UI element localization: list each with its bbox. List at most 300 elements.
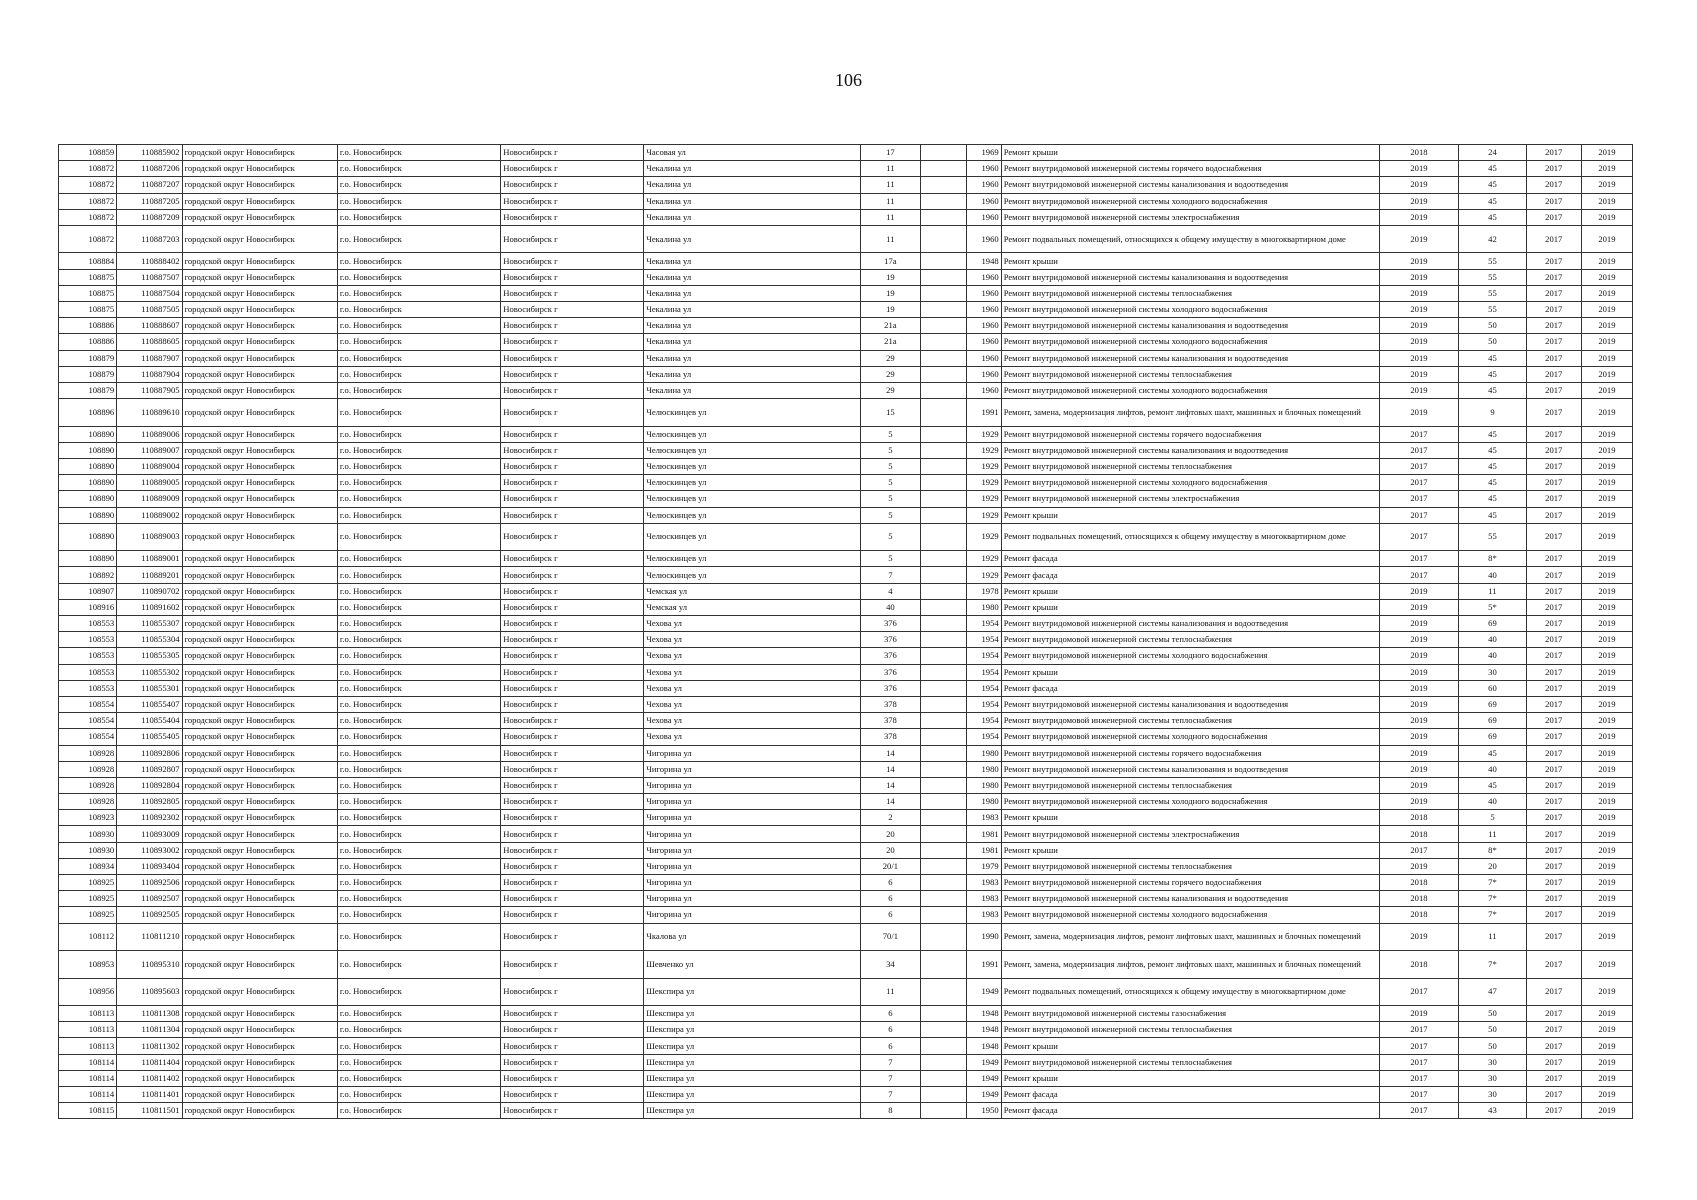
- cell-period-start: 2017: [1526, 475, 1581, 491]
- cell-work-type: Ремонт внутридомовой инженерной системы теплоснабжения: [1001, 632, 1379, 648]
- cell-house-age: 11: [1459, 583, 1526, 599]
- cell-street: Шекспира ул: [644, 1070, 861, 1086]
- cell-locality: Новосибирск г: [501, 761, 644, 777]
- cell-house-id: 108872: [59, 193, 117, 209]
- cell-house-age: 45: [1459, 366, 1526, 382]
- cell-municipality: г.о. Новосибирск: [337, 334, 500, 350]
- cell-house-number: 6: [860, 1038, 920, 1054]
- cell-street: Чемская ул: [644, 583, 861, 599]
- cell-house-age: 45: [1459, 475, 1526, 491]
- cell-build-year: 1929: [966, 475, 1001, 491]
- cell-locality: Новосибирск г: [501, 193, 644, 209]
- cell-work-id: 110887209: [117, 209, 182, 225]
- cell-work-id: 110889201: [117, 567, 182, 583]
- cell-period-start: 2017: [1526, 1070, 1581, 1086]
- cell-municipality: г.о. Новосибирск: [337, 616, 500, 632]
- cell-street: Чехова ул: [644, 664, 861, 680]
- cell-house-age: 45: [1459, 442, 1526, 458]
- cell-plan-year: 2019: [1379, 632, 1459, 648]
- cell-build-year: 1948: [966, 1006, 1001, 1022]
- cell-house-letter: [921, 269, 967, 285]
- cell-municipal-district: городской округ Новосибирск: [182, 826, 337, 842]
- cell-street: Шекспира ул: [644, 1087, 861, 1103]
- cell-build-year: 1978: [966, 583, 1001, 599]
- cell-work-type: Ремонт подвальных помещений, относящихся к общему имуществу в многоквартирном доме: [1001, 978, 1379, 1006]
- cell-house-id: 108890: [59, 523, 117, 551]
- cell-period-start: 2017: [1526, 810, 1581, 826]
- cell-locality: Новосибирск г: [501, 1022, 644, 1038]
- cell-locality: Новосибирск г: [501, 978, 644, 1006]
- cell-plan-year: 2019: [1379, 302, 1459, 318]
- cell-house-id: 108553: [59, 632, 117, 648]
- cell-plan-year: 2019: [1379, 616, 1459, 632]
- cell-work-id: 110892507: [117, 891, 182, 907]
- cell-period-end: 2019: [1581, 491, 1632, 507]
- cell-plan-year: 2019: [1379, 923, 1459, 951]
- cell-period-end: 2019: [1581, 1054, 1632, 1070]
- cell-house-number: 14: [860, 777, 920, 793]
- cell-build-year: 1949: [966, 1054, 1001, 1070]
- cell-house-letter: [921, 777, 967, 793]
- cell-build-year: 1981: [966, 826, 1001, 842]
- cell-street: Чигорина ул: [644, 745, 861, 761]
- cell-work-id: 110889009: [117, 491, 182, 507]
- table-row: [59, 350, 1633, 366]
- cell-work-type: Ремонт внутридомовой инженерной системы канализования и водоотведения: [1001, 350, 1379, 366]
- cell-build-year: 1954: [966, 648, 1001, 664]
- cell-locality: Новосибирск г: [501, 177, 644, 193]
- cell-municipal-district: городской округ Новосибирск: [182, 907, 337, 923]
- cell-build-year: 1954: [966, 696, 1001, 712]
- cell-plan-year: 2018: [1379, 826, 1459, 842]
- cell-plan-year: 2019: [1379, 648, 1459, 664]
- cell-build-year: 1979: [966, 858, 1001, 874]
- cell-house-number: 11: [860, 161, 920, 177]
- cell-house-id: 108859: [59, 145, 117, 161]
- cell-locality: Новосибирск г: [501, 632, 644, 648]
- cell-build-year: 1960: [966, 225, 1001, 253]
- cell-build-year: 1929: [966, 426, 1001, 442]
- cell-street: Шекспира ул: [644, 1022, 861, 1038]
- cell-house-letter: [921, 583, 967, 599]
- cell-period-end: 2019: [1581, 632, 1632, 648]
- cell-house-number: 6: [860, 891, 920, 907]
- cell-plan-year: 2017: [1379, 426, 1459, 442]
- cell-municipal-district: городской округ Новосибирск: [182, 475, 337, 491]
- cell-house-id: 108890: [59, 507, 117, 523]
- cell-work-id: 110887206: [117, 161, 182, 177]
- table-row: [59, 891, 1633, 907]
- cell-work-type: Ремонт крыши: [1001, 599, 1379, 615]
- cell-plan-year: 2017: [1379, 842, 1459, 858]
- cell-house-age: 5*: [1459, 599, 1526, 615]
- cell-period-start: 2017: [1526, 648, 1581, 664]
- cell-house-letter: [921, 161, 967, 177]
- cell-house-id: 108114: [59, 1087, 117, 1103]
- cell-house-id: 108553: [59, 680, 117, 696]
- cell-house-id: 108928: [59, 745, 117, 761]
- cell-street: Челюскинцев ул: [644, 399, 861, 427]
- cell-house-age: 45: [1459, 777, 1526, 793]
- cell-house-letter: [921, 145, 967, 161]
- cell-house-number: 5: [860, 426, 920, 442]
- cell-period-end: 2019: [1581, 459, 1632, 475]
- cell-build-year: 1983: [966, 907, 1001, 923]
- cell-build-year: 1960: [966, 334, 1001, 350]
- table-row: [59, 442, 1633, 458]
- cell-municipality: г.о. Новосибирск: [337, 761, 500, 777]
- cell-house-age: 50: [1459, 334, 1526, 350]
- table-row: [59, 475, 1633, 491]
- cell-house-id: 108923: [59, 810, 117, 826]
- cell-build-year: 1960: [966, 366, 1001, 382]
- cell-plan-year: 2019: [1379, 161, 1459, 177]
- cell-period-start: 2017: [1526, 225, 1581, 253]
- cell-municipal-district: городской округ Новосибирск: [182, 551, 337, 567]
- cell-work-type: Ремонт подвальных помещений, относящихся к общему имуществу в многоквартирном доме: [1001, 225, 1379, 253]
- table-row: [59, 426, 1633, 442]
- cell-municipal-district: городской округ Новосибирск: [182, 442, 337, 458]
- cell-municipal-district: городской округ Новосибирск: [182, 567, 337, 583]
- cell-municipality: г.о. Новосибирск: [337, 745, 500, 761]
- cell-house-number: 17а: [860, 253, 920, 269]
- cell-municipal-district: городской округ Новосибирск: [182, 491, 337, 507]
- cell-work-id: 110887203: [117, 225, 182, 253]
- cell-work-id: 110888607: [117, 318, 182, 334]
- cell-locality: Новосибирск г: [501, 382, 644, 398]
- cell-house-id: 108554: [59, 713, 117, 729]
- cell-work-type: Ремонт внутридомовой инженерной системы электроснабжения: [1001, 826, 1379, 842]
- cell-period-end: 2019: [1581, 399, 1632, 427]
- cell-period-end: 2019: [1581, 523, 1632, 551]
- cell-street: Челюскинцев ул: [644, 523, 861, 551]
- cell-house-number: 376: [860, 616, 920, 632]
- cell-work-type: Ремонт крыши: [1001, 842, 1379, 858]
- cell-house-age: 40: [1459, 648, 1526, 664]
- cell-period-start: 2017: [1526, 907, 1581, 923]
- cell-period-end: 2019: [1581, 350, 1632, 366]
- table-row: [59, 523, 1633, 551]
- cell-house-age: 60: [1459, 680, 1526, 696]
- cell-municipality: г.о. Новосибирск: [337, 729, 500, 745]
- cell-work-type: Ремонт внутридомовой инженерной системы холодного водоснабжения: [1001, 907, 1379, 923]
- table-row: [59, 1054, 1633, 1070]
- cell-plan-year: 2017: [1379, 1022, 1459, 1038]
- cell-house-id: 108890: [59, 475, 117, 491]
- cell-period-end: 2019: [1581, 923, 1632, 951]
- cell-work-type: Ремонт крыши: [1001, 664, 1379, 680]
- cell-street: Челюскинцев ул: [644, 426, 861, 442]
- cell-house-age: 45: [1459, 745, 1526, 761]
- cell-work-type: Ремонт внутридомовой инженерной системы канализования и водоотведения: [1001, 696, 1379, 712]
- cell-locality: Новосибирск г: [501, 842, 644, 858]
- cell-house-age: 50: [1459, 1006, 1526, 1022]
- cell-period-start: 2017: [1526, 350, 1581, 366]
- cell-plan-year: 2018: [1379, 145, 1459, 161]
- cell-house-letter: [921, 551, 967, 567]
- cell-house-age: 45: [1459, 177, 1526, 193]
- cell-house-number: 376: [860, 664, 920, 680]
- cell-house-letter: [921, 523, 967, 551]
- cell-house-letter: [921, 826, 967, 842]
- table-row: [59, 334, 1633, 350]
- table-row: [59, 318, 1633, 334]
- cell-work-id: 110855407: [117, 696, 182, 712]
- cell-locality: Новосибирск г: [501, 209, 644, 225]
- cell-build-year: 1980: [966, 761, 1001, 777]
- cell-house-number: 17: [860, 145, 920, 161]
- cell-period-start: 2017: [1526, 1087, 1581, 1103]
- cell-house-age: 40: [1459, 567, 1526, 583]
- cell-work-id: 110887507: [117, 269, 182, 285]
- cell-house-number: 20: [860, 826, 920, 842]
- cell-street: Чемская ул: [644, 599, 861, 615]
- cell-street: Шекспира ул: [644, 1038, 861, 1054]
- cell-period-start: 2017: [1526, 1022, 1581, 1038]
- cell-house-id: 108112: [59, 923, 117, 951]
- cell-period-end: 2019: [1581, 285, 1632, 301]
- cell-period-start: 2017: [1526, 664, 1581, 680]
- table-row: [59, 680, 1633, 696]
- cell-work-type: Ремонт внутридомовой инженерной системы газоснабжения: [1001, 1006, 1379, 1022]
- cell-work-id: 110811308: [117, 1006, 182, 1022]
- cell-municipality: г.о. Новосибирск: [337, 366, 500, 382]
- cell-work-id: 110892805: [117, 794, 182, 810]
- table-row: [59, 978, 1633, 1006]
- cell-locality: Новосибирск г: [501, 350, 644, 366]
- cell-build-year: 1929: [966, 551, 1001, 567]
- cell-house-age: 30: [1459, 1054, 1526, 1070]
- cell-period-start: 2017: [1526, 680, 1581, 696]
- cell-period-start: 2017: [1526, 253, 1581, 269]
- cell-house-id: 108115: [59, 1103, 117, 1119]
- cell-street: Чкалова ул: [644, 923, 861, 951]
- cell-locality: Новосибирск г: [501, 875, 644, 891]
- cell-locality: Новосибирск г: [501, 616, 644, 632]
- cell-house-age: 7*: [1459, 951, 1526, 979]
- cell-work-id: 110895310: [117, 951, 182, 979]
- table-row: [59, 302, 1633, 318]
- cell-period-end: 2019: [1581, 1103, 1632, 1119]
- cell-municipality: г.о. Новосибирск: [337, 442, 500, 458]
- cell-house-number: 14: [860, 745, 920, 761]
- cell-house-number: 19: [860, 269, 920, 285]
- table-row: [59, 253, 1633, 269]
- cell-house-letter: [921, 426, 967, 442]
- cell-plan-year: 2019: [1379, 193, 1459, 209]
- cell-municipality: г.о. Новосибирск: [337, 382, 500, 398]
- cell-locality: Новосибирск г: [501, 253, 644, 269]
- cell-house-letter: [921, 318, 967, 334]
- cell-locality: Новосибирск г: [501, 907, 644, 923]
- cell-work-type: Ремонт крыши: [1001, 253, 1379, 269]
- cell-house-letter: [921, 302, 967, 318]
- table-row: [59, 507, 1633, 523]
- cell-municipal-district: городской округ Новосибирск: [182, 1038, 337, 1054]
- cell-house-number: 7: [860, 1054, 920, 1070]
- cell-work-type: Ремонт внутридомовой инженерной системы холодного водоснабжения: [1001, 475, 1379, 491]
- cell-period-start: 2017: [1526, 1038, 1581, 1054]
- cell-period-start: 2017: [1526, 599, 1581, 615]
- cell-plan-year: 2019: [1379, 583, 1459, 599]
- cell-plan-year: 2018: [1379, 907, 1459, 923]
- cell-period-start: 2017: [1526, 366, 1581, 382]
- cell-municipal-district: городской округ Новосибирск: [182, 1054, 337, 1070]
- cell-street: Челюскинцев ул: [644, 507, 861, 523]
- cell-work-type: Ремонт фасада: [1001, 1087, 1379, 1103]
- cell-plan-year: 2019: [1379, 269, 1459, 285]
- cell-house-id: 108907: [59, 583, 117, 599]
- cell-period-end: 2019: [1581, 475, 1632, 491]
- cell-municipal-district: городской округ Новосибирск: [182, 761, 337, 777]
- cell-period-start: 2017: [1526, 459, 1581, 475]
- cell-house-id: 108879: [59, 366, 117, 382]
- cell-house-letter: [921, 978, 967, 1006]
- cell-house-id: 108884: [59, 253, 117, 269]
- cell-municipality: г.о. Новосибирск: [337, 177, 500, 193]
- cell-plan-year: 2017: [1379, 551, 1459, 567]
- cell-municipal-district: городской округ Новосибирск: [182, 399, 337, 427]
- cell-municipal-district: городской округ Новосибирск: [182, 891, 337, 907]
- cell-locality: Новосибирск г: [501, 318, 644, 334]
- cell-house-id: 108886: [59, 318, 117, 334]
- cell-house-letter: [921, 209, 967, 225]
- cell-municipality: г.о. Новосибирск: [337, 567, 500, 583]
- cell-period-end: 2019: [1581, 858, 1632, 874]
- cell-house-id: 108875: [59, 269, 117, 285]
- cell-house-letter: [921, 253, 967, 269]
- cell-work-type: Ремонт внутридомовой инженерной системы холодного водоснабжения: [1001, 729, 1379, 745]
- cell-house-id: 108872: [59, 161, 117, 177]
- cell-house-letter: [921, 745, 967, 761]
- cell-municipality: г.о. Новосибирск: [337, 713, 500, 729]
- cell-house-letter: [921, 366, 967, 382]
- cell-house-age: 40: [1459, 632, 1526, 648]
- cell-plan-year: 2017: [1379, 567, 1459, 583]
- cell-house-number: 29: [860, 350, 920, 366]
- cell-build-year: 1954: [966, 616, 1001, 632]
- cell-work-id: 110811401: [117, 1087, 182, 1103]
- cell-street: Шевченко ул: [644, 951, 861, 979]
- cell-work-type: Ремонт фасада: [1001, 1103, 1379, 1119]
- cell-municipal-district: городской округ Новосибирск: [182, 616, 337, 632]
- cell-house-age: 9: [1459, 399, 1526, 427]
- cell-street: Чекалина ул: [644, 177, 861, 193]
- cell-build-year: 1954: [966, 632, 1001, 648]
- cell-locality: Новосибирск г: [501, 648, 644, 664]
- cell-house-number: 14: [860, 761, 920, 777]
- cell-build-year: 1950: [966, 1103, 1001, 1119]
- cell-street: Шекспира ул: [644, 978, 861, 1006]
- cell-plan-year: 2019: [1379, 366, 1459, 382]
- cell-work-type: Ремонт внутридомовой инженерной системы канализования и водоотведения: [1001, 269, 1379, 285]
- cell-work-id: 110889007: [117, 442, 182, 458]
- cell-house-age: 55: [1459, 302, 1526, 318]
- cell-house-number: 14: [860, 794, 920, 810]
- cell-house-id: 108875: [59, 285, 117, 301]
- cell-build-year: 1929: [966, 491, 1001, 507]
- cell-street: Чекалина ул: [644, 269, 861, 285]
- cell-house-letter: [921, 475, 967, 491]
- cell-work-id: 110855307: [117, 616, 182, 632]
- cell-house-letter: [921, 858, 967, 874]
- cell-municipal-district: городской округ Новосибирск: [182, 193, 337, 209]
- cell-period-start: 2017: [1526, 729, 1581, 745]
- cell-house-number: 11: [860, 177, 920, 193]
- cell-house-number: 29: [860, 382, 920, 398]
- cell-street: Чигорина ул: [644, 794, 861, 810]
- cell-plan-year: 2017: [1379, 459, 1459, 475]
- cell-street: Чекалина ул: [644, 285, 861, 301]
- cell-build-year: 1960: [966, 318, 1001, 334]
- cell-house-id: 108553: [59, 664, 117, 680]
- cell-build-year: 1929: [966, 567, 1001, 583]
- cell-house-age: 30: [1459, 664, 1526, 680]
- cell-work-id: 110893002: [117, 842, 182, 858]
- cell-house-age: 30: [1459, 1087, 1526, 1103]
- cell-period-end: 2019: [1581, 318, 1632, 334]
- cell-work-id: 110892807: [117, 761, 182, 777]
- cell-period-start: 2017: [1526, 777, 1581, 793]
- cell-municipality: г.о. Новосибирск: [337, 1054, 500, 1070]
- cell-work-type: Ремонт фасада: [1001, 551, 1379, 567]
- cell-house-id: 108953: [59, 951, 117, 979]
- cell-house-id: 108890: [59, 442, 117, 458]
- cell-work-id: 110855305: [117, 648, 182, 664]
- cell-house-age: 69: [1459, 616, 1526, 632]
- cell-work-id: 110895603: [117, 978, 182, 1006]
- cell-street: Чекалина ул: [644, 209, 861, 225]
- cell-house-id: 108879: [59, 350, 117, 366]
- cell-plan-year: 2017: [1379, 507, 1459, 523]
- cell-house-id: 108930: [59, 842, 117, 858]
- table-row: [59, 285, 1633, 301]
- cell-work-id: 110893404: [117, 858, 182, 874]
- cell-house-number: 21а: [860, 334, 920, 350]
- cell-municipal-district: городской округ Новосибирск: [182, 875, 337, 891]
- cell-house-letter: [921, 761, 967, 777]
- cell-period-end: 2019: [1581, 1006, 1632, 1022]
- cell-work-type: Ремонт, замена, модернизация лифтов, ремонт лифтовых шахт, машинных и блочных помещений: [1001, 923, 1379, 951]
- table-row: [59, 567, 1633, 583]
- cell-house-number: 19: [860, 285, 920, 301]
- table-row: [59, 923, 1633, 951]
- cell-house-age: 45: [1459, 193, 1526, 209]
- cell-house-number: 5: [860, 475, 920, 491]
- cell-house-number: 8: [860, 1103, 920, 1119]
- cell-house-number: 5: [860, 442, 920, 458]
- table-row: [59, 459, 1633, 475]
- cell-locality: Новосибирск г: [501, 269, 644, 285]
- cell-house-age: 55: [1459, 253, 1526, 269]
- cell-municipality: г.о. Новосибирск: [337, 491, 500, 507]
- cell-work-id: 110889006: [117, 426, 182, 442]
- cell-plan-year: 2017: [1379, 442, 1459, 458]
- cell-municipality: г.о. Новосибирск: [337, 399, 500, 427]
- cell-house-id: 108553: [59, 648, 117, 664]
- cell-period-end: 2019: [1581, 713, 1632, 729]
- cell-locality: Новосибирск г: [501, 777, 644, 793]
- cell-street: Челюскинцев ул: [644, 475, 861, 491]
- cell-house-age: 69: [1459, 729, 1526, 745]
- cell-build-year: 1980: [966, 745, 1001, 761]
- cell-municipality: г.о. Новосибирск: [337, 145, 500, 161]
- cell-period-end: 2019: [1581, 269, 1632, 285]
- cell-locality: Новосибирск г: [501, 1087, 644, 1103]
- cell-street: Чигорина ул: [644, 777, 861, 793]
- table-row: [59, 1070, 1633, 1086]
- cell-work-type: Ремонт фасада: [1001, 567, 1379, 583]
